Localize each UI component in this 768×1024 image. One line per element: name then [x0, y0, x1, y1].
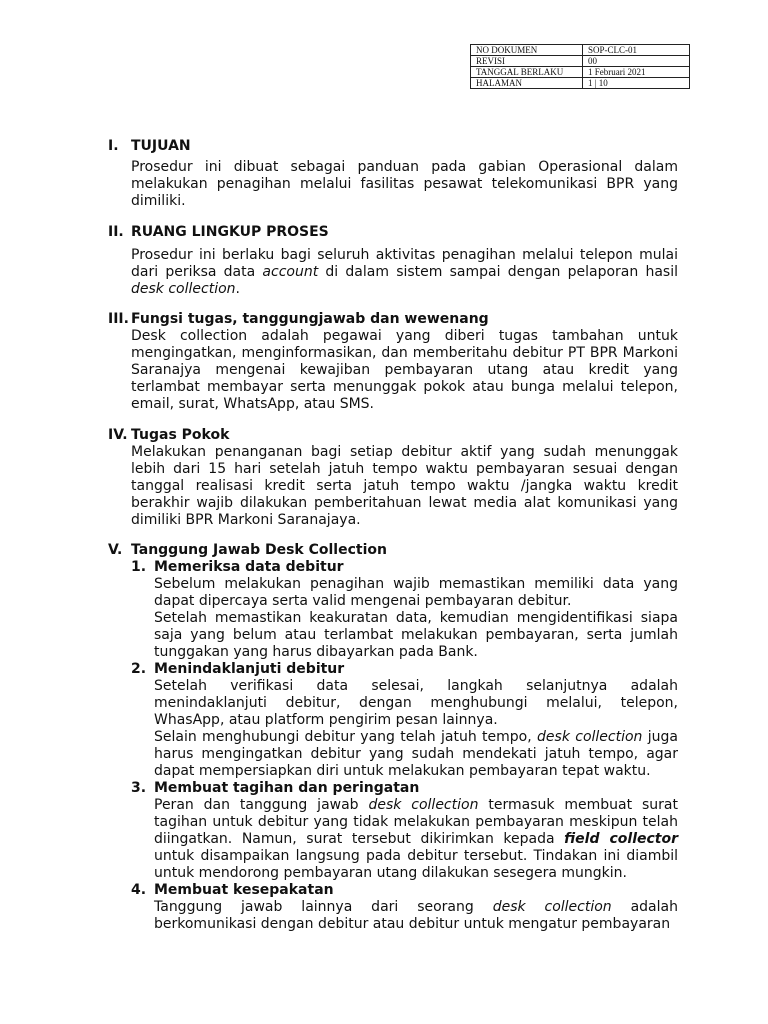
section-heading	[108, 138, 678, 155]
subsection-paragraph	[154, 729, 678, 780]
subsection-number: 4.	[131, 882, 147, 898]
doc-info-row	[471, 78, 690, 89]
text-run: juga harus mengingatkan debitur yang sudah mendekati jatuh tempo, agar dapat mempersiapkan diri untuk melakukan pembayaran tepat waktu.	[154, 729, 678, 779]
section-heading	[108, 311, 678, 328]
doc-info-row	[471, 45, 690, 56]
subsection-title: Menindaklanjuti debitur	[154, 661, 345, 677]
section-title: Fungsi tugas, tanggungjawab dan wewenang	[131, 311, 489, 327]
doc-info-row	[471, 67, 690, 78]
section-paragraph	[131, 247, 678, 298]
text-run: Selain menghubungi debitur yang telah jatuh tempo,	[154, 729, 538, 745]
text-run: di dalam sistem sampai dengan pelaporan hasil	[318, 264, 679, 280]
subsection-heading	[131, 661, 678, 678]
subsection-paragraph: Setelah memastikan keakuratan data, kemudian mengidentifikasi siapa saja yang belum atau terlambat melakukan pembayaran, serta jumlah tunggakan yang harus dibayarkan pada Bank.	[154, 610, 678, 660]
section-title: RUANG LINGKUP PROSES	[131, 224, 329, 240]
doc-info-value: 00	[583, 56, 690, 67]
subsection-paragraph	[154, 899, 678, 933]
section-number: I.	[108, 138, 119, 154]
section-number: V.	[108, 542, 123, 558]
subsection-menindaklanjuti	[131, 661, 678, 780]
doc-info-key: TANGGAL BERLAKU	[471, 67, 583, 78]
text-run-italic: account	[262, 264, 319, 280]
text-run: termasuk membuat surat tagihan untuk debitur yang tidak melakukan pembayaran meskipun telah diingatkan. Namun, surat tersebut dikirimkan kepada	[154, 797, 678, 847]
section-heading	[108, 542, 678, 559]
subsection-kesepakatan	[131, 882, 678, 933]
section-heading	[108, 224, 678, 241]
subsection-paragraph: Sebelum melakukan penagihan wajib memastikan memiliki data yang dapat dipercaya serta valid mengenai pembayaran debitur.	[154, 576, 678, 609]
subsection-heading	[131, 780, 678, 797]
subsection-title: Membuat tagihan dan peringatan	[154, 780, 420, 796]
section-number: II.	[108, 224, 124, 240]
section-paragraph: Melakukan penanganan bagi setiap debitur aktif yang sudah menunggak lebih dari 15 hari setelah jatuh tempo waktu pembayaran sesuai dengan tanggal realisasi kredit serta jatuh tempo waktu /jangka waktu kredit berakhir wajib dilakukan pemberitahuan lewat media alat komunikasi yang dimiliki BPR Markoni Saranajaya.	[131, 444, 678, 528]
text-run-bold-italic: field collector	[564, 831, 679, 847]
doc-info-key: NO DOKUMEN	[471, 45, 583, 56]
section-paragraph: Prosedur ini dibuat sebagai panduan pada gabian Operasional dalam melakukan penagihan melalui fasilitas pesawat telekomunikasi BPR yang dimiliki.	[131, 159, 678, 209]
subsection-number: 1.	[131, 559, 147, 575]
section-title: Tugas Pokok	[131, 427, 230, 443]
section-number: IV.	[108, 427, 128, 443]
subsection-memeriksa-data	[131, 559, 678, 661]
text-run: adalah berkomunikasi dengan debitur atau debitur untuk mengatur pembayaran	[154, 899, 678, 932]
text-run: untuk disampaikan langsung pada debitur tersebut. Tindakan ini diambil untuk mendorong pembayaran utang dilakukan sesegera mungkin.	[154, 848, 678, 881]
text-run-italic: desk collection	[131, 281, 236, 297]
subsection-heading	[131, 882, 678, 899]
subsection-title: Membuat kesepakatan	[154, 882, 334, 898]
doc-info-row	[471, 56, 690, 67]
doc-info-key: HALAMAN	[471, 78, 583, 89]
subsection-paragraph	[154, 797, 678, 882]
section-title: Tanggung Jawab Desk Collection	[131, 542, 387, 558]
section-fungsi-tugas	[108, 311, 678, 413]
section-title: TUJUAN	[131, 138, 191, 154]
text-run: .	[235, 281, 240, 297]
text-run-italic: desk collection	[537, 729, 643, 745]
section-paragraph: Desk collection adalah pegawai yang diberi tugas tambahan untuk mengingatkan, menginformasikan, dan memberitahu debitur PT BPR Markoni Saranajya mengenai kewajiban pembayaran utang atau kredit yang terlambat membayar serta menunggak pokok atau bunga melalui telepon, email, surat, WhatsApp, atau SMS.	[131, 328, 678, 412]
section-heading	[108, 427, 678, 444]
text-run-italic: desk collection	[492, 899, 612, 915]
subsection-number: 2.	[131, 661, 147, 677]
section-tanggung-jawab	[108, 542, 678, 933]
section-tujuan	[108, 138, 678, 210]
section-tugas-pokok	[108, 427, 678, 529]
doc-info-key: REVISI	[471, 56, 583, 67]
doc-info-value: SOP-CLC-01	[583, 45, 690, 56]
section-ruang-lingkup	[108, 224, 678, 298]
text-run: Peran dan tanggung jawab	[154, 797, 369, 813]
subsection-heading	[131, 559, 678, 576]
section-number: III.	[108, 311, 129, 327]
doc-info-value: 1 Februari 2021	[583, 67, 690, 78]
subsection-number: 3.	[131, 780, 147, 796]
text-run-italic: desk collection	[368, 797, 479, 813]
doc-info-value: 1 | 10	[583, 78, 690, 89]
text-run: Tanggung jawab lainnya dari seorang	[154, 899, 493, 915]
subsection-title: Memeriksa data debitur	[154, 559, 344, 575]
text-run: Prosedur ini berlaku bagi seluruh aktivitas penagihan melalui telepon mulai dari periksa data	[131, 247, 678, 280]
subsection-paragraph: Setelah verifikasi data selesai, langkah selanjutnya adalah menindaklanjuti debitur, dengan menghubungi melalui, telepon, WhasApp, atau platform pengirim pesan lainnya.	[154, 678, 678, 728]
document-info-table	[470, 44, 690, 89]
subsection-tagihan-peringatan	[131, 780, 678, 882]
